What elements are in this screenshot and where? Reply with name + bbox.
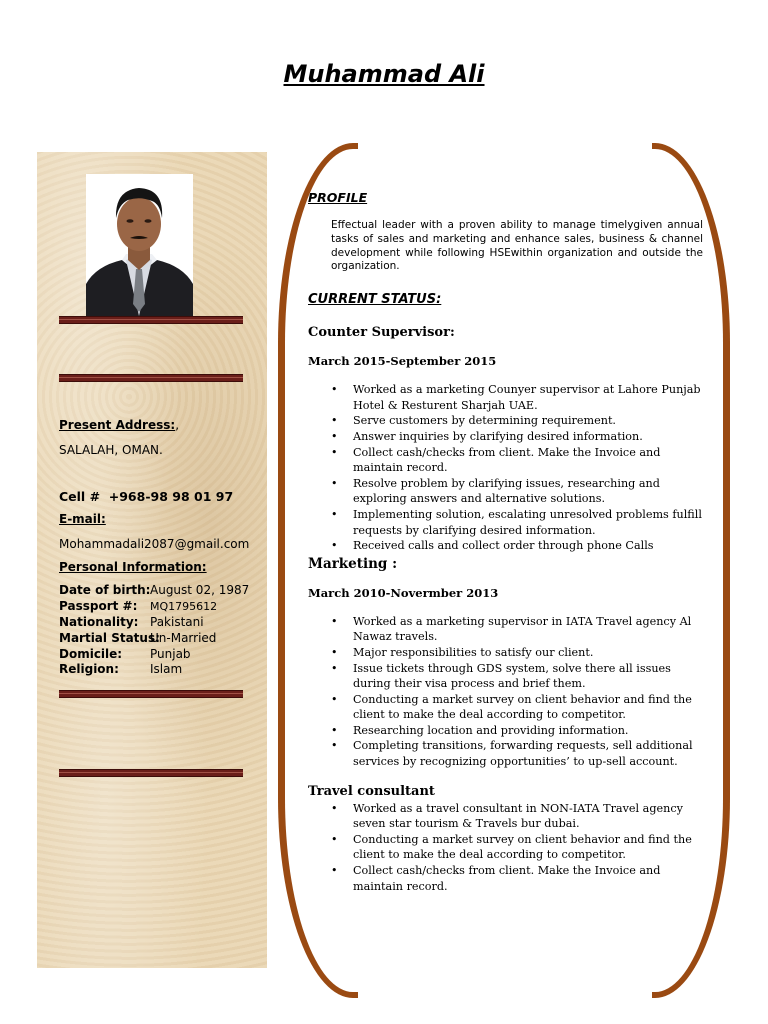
pi-key: Religion:: [59, 662, 119, 676]
list-item: • Worked as a travel consultant in NON-IATA Travel agency seven star tourism & Travels bur dubai.: [353, 801, 703, 832]
job-bullets: [308, 801, 703, 895]
pi-value: Pakistani: [150, 615, 204, 629]
list-item: • Answer inquiries by clarifying desired information.: [353, 429, 703, 445]
list-item: • Received calls and collect order through phone Calls: [353, 538, 703, 554]
list-item: • Resolve problem by clarifying issues, researching and exploring answers and alternative solutions.: [353, 476, 703, 507]
pi-row-martial-status: [59, 631, 216, 645]
list-item: • Completing transitions, forwarding requests, sell additional services by recognizing opportunities’ to up-sell account.: [353, 738, 703, 769]
pi-row-dob: [59, 583, 249, 597]
pi-value: Un-Married: [150, 631, 217, 645]
profile-text: Effectual leader with a proven ability to manage timelygiven annual tasks of sales and marketing and enhance sales, business & channel development while following HSEwithin organization and outside the organization.: [331, 219, 703, 273]
list-item: • Conducting a market survey on client behavior and find the client to make the deal according to competitor.: [353, 692, 703, 723]
list-item: • Conducting a market survey on client behavior and find the client to make the deal according to competitor.: [353, 832, 703, 863]
job-title-counter-supervisor: Counter Supervisor:: [308, 325, 455, 341]
cell-row: [59, 489, 233, 504]
present-address-trail: ,: [175, 418, 180, 432]
job-dates: March 2015-September 2015: [308, 354, 497, 369]
pi-key: Passport #:: [59, 599, 138, 613]
job-bullets: [308, 614, 703, 770]
list-item: • Implementing solution, escalating unresolved problems fulfill requests by clarifying desired information.: [353, 507, 703, 538]
pi-value: Islam: [150, 662, 183, 676]
profile-heading: PROFILE: [308, 190, 368, 205]
list-item: • Serve customers by determining requirement.: [353, 413, 703, 429]
list-item: • Collect cash/checks from client. Make the Invoice and maintain record.: [353, 445, 703, 476]
cell-value: +968-98 98 01 97: [108, 489, 234, 504]
divider-1: [59, 316, 243, 324]
personal-info-label: Personal Information:: [59, 560, 207, 574]
present-address-row: [59, 418, 179, 432]
divider-3: [59, 690, 243, 698]
cell-label: Cell #: [59, 489, 101, 504]
list-item: • Worked as a marketing Counyer supervisor at Lahore Punjab Hotel & Resturent Sharjah UAE.: [353, 382, 703, 413]
sidebar: [37, 152, 267, 968]
pi-key: Domicile:: [59, 647, 123, 661]
main-content: [308, 190, 703, 894]
pi-row-nationality: [59, 615, 204, 629]
pi-row-passport: [59, 599, 217, 613]
job-title-marketing: Marketing :: [308, 555, 398, 572]
divider-2: [59, 374, 243, 382]
pi-value: August 02, 1987: [150, 583, 250, 597]
present-address-label: Present Address:: [59, 418, 176, 432]
email-label: E-mail:: [59, 512, 106, 526]
job-title-travel-consultant: Travel consultant: [308, 783, 435, 799]
candidate-name: Muhammad Ali: [283, 60, 485, 88]
address: SALALAH, OMAN.: [59, 443, 163, 457]
pi-key: Nationality:: [59, 615, 139, 629]
job-bullets: [308, 382, 703, 554]
profile-photo: [86, 174, 193, 316]
pi-row-domicile: [59, 647, 191, 661]
list-item: • Worked as a marketing supervisor in IATA Travel agency Al Nawaz travels.: [353, 614, 703, 645]
list-item: • Researching location and providing information.: [353, 723, 703, 739]
pi-key: Martial Status:: [59, 631, 160, 645]
pi-value: Punjab: [150, 647, 191, 661]
current-status-heading: CURRENT STATUS:: [308, 292, 442, 308]
pi-value: MQ1795612: [150, 600, 218, 613]
list-item: • Major responsibilities to satisfy our client.: [353, 645, 703, 661]
job-dates: March 2010-Novermber 2013: [308, 585, 499, 600]
email-value[interactable]: Mohammadali2087@gmail.com: [59, 537, 250, 551]
list-item: • Issue tickets through GDS system, solve there all issues during their visa process and brief them.: [353, 661, 703, 692]
divider-4: [59, 769, 243, 777]
list-item: • Collect cash/checks from client. Make the Invoice and maintain record.: [353, 863, 703, 894]
pi-row-religion: [59, 662, 182, 676]
pi-key: Date of birth:: [59, 583, 151, 597]
